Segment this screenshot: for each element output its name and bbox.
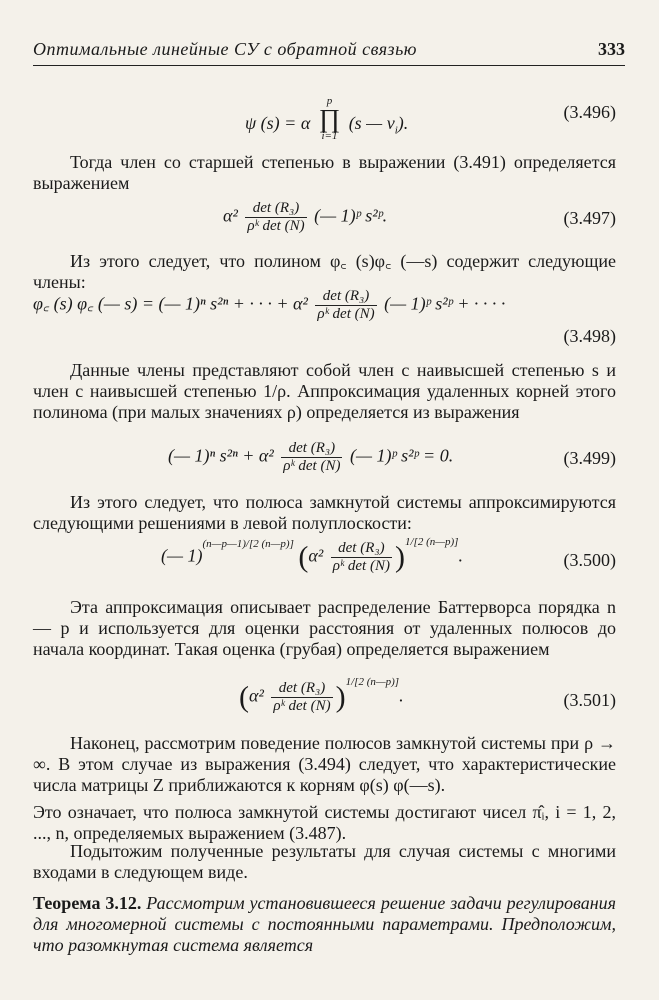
eq498-number: (3.498) (563, 326, 616, 346)
eq500-denominator: ρᵏ det (N) (332, 558, 390, 574)
eq499-pre: (— 1)ⁿ s²ⁿ + α² (168, 445, 274, 466)
right-paren: ) (394, 540, 405, 574)
running-header (33, 39, 625, 66)
equation-3-498 (33, 288, 616, 348)
equation-3-501 (33, 676, 616, 728)
eq496-rhs-end: ). (397, 113, 409, 134)
eq501-number: (3.501) (563, 690, 616, 710)
eq496-rhs: (s — ν (348, 113, 395, 134)
eq501-inner-pre: α² (249, 685, 264, 706)
eq500-inner-pre: α² (308, 545, 324, 566)
page-number: 333 (598, 39, 625, 59)
eq497-denominator: ρᵏ det (N) (247, 218, 305, 234)
product-symbol: ∏ (318, 104, 341, 133)
paragraph-4: Из этого следует, что полюса замкнутой системы аппроксимируются следующими решениями в левой полуплоскости: (33, 492, 616, 533)
eq500-end: . (458, 545, 463, 566)
eq496-prod-lower: i=1 (321, 130, 338, 142)
paragraph-3: Данные члены представляют собой член с наивысшей степенью s и член с наивысшей степенью 1/ρ. Аппроксимация удаленных корней этого полинома (при малых значениях ρ) определяется из выражения (33, 360, 616, 422)
eq500-pre-exponent: (n—p—1)/[2 (n—p)] (202, 537, 294, 550)
paragraph-6: Наконец, рассмотрим поведение полюсов замкнутой системы при ρ → ∞. В этом случае из выражения (3.494) следует, что характеристические числа матрицы Z приближаются к корням φ(s) φ(—s). (33, 733, 616, 795)
eq501-end: . (399, 685, 404, 706)
theorem-3-12 (33, 893, 616, 956)
theorem-text: Рассмотрим установившееся решение задачи регулирования для многомерной системы с постоянными параметрами. Предположим, что разомкнутая система является (33, 893, 616, 955)
eq496-rhs-sub: i (394, 124, 398, 137)
equation-3-499 (33, 440, 616, 480)
right-paren: ) (335, 680, 346, 714)
theorem-label: Теорема 3.12. (33, 893, 142, 913)
eq500-number: (3.500) (563, 550, 616, 570)
paragraph-1: Тогда член со старшей степенью в выражении (3.491) определяется выражением (33, 152, 616, 193)
eq499-post: (— 1)ᵖ s²ᵖ = 0. (349, 445, 454, 466)
eq499-numerator: det (R₃) (281, 440, 342, 458)
eq497-post: (— 1)ᵖ s²ᵖ. (314, 205, 388, 226)
eq501-numerator: det (R₃) (271, 680, 332, 698)
equation-3-497 (33, 200, 616, 240)
eq497-number: (3.497) (563, 208, 616, 228)
eq501-post-exponent: 1/[2 (n—p)] (345, 675, 400, 688)
eq498-denominator: ρᵏ det (N) (317, 306, 375, 322)
equation-3-500 (33, 536, 616, 588)
paragraph-5: Эта аппроксимация описывает распределение Баттерворса порядка n — p и используется для оценки расстояния от удаленных полюсов до начала координат. Такая оценка (грубая) определяется выражением (33, 597, 616, 659)
left-paren: ( (239, 680, 249, 714)
eq497-pre: α² (223, 205, 238, 226)
paragraph-2: Из этого следует, что полином φ꜀ (s)φ꜀ (—s) содержит следующие члены: (33, 251, 616, 292)
running-header-title: Оптимальные линейные СУ с обратной связью (33, 39, 417, 59)
eq501-denominator: ρᵏ det (N) (273, 698, 331, 714)
eq497-numerator: det (R₃) (245, 200, 306, 218)
equation-3-496 (33, 92, 616, 142)
eq499-number: (3.499) (563, 448, 616, 468)
eq498-numerator: det (R₃) (315, 288, 376, 306)
eq498-pre: φ꜀ (s) φ꜀ (— s) = (— 1)ⁿ s²ⁿ + · · · + α² (33, 293, 308, 314)
eq498-post: (— 1)ᵖ s²ᵖ + · · · · (384, 293, 506, 314)
eq499-denominator: ρᵏ det (N) (283, 458, 341, 474)
left-paren: ( (298, 540, 309, 574)
eq500-pre: (— 1) (161, 545, 203, 566)
eq500-post-exponent: 1/[2 (n—p)] (404, 535, 459, 548)
eq496-lhs: ψ (s) = α (245, 113, 311, 134)
paragraph-8: Подытожим полученные результаты для случая системы с многими входами в следующем виде. (33, 841, 616, 882)
eq496-number: (3.496) (563, 102, 616, 122)
paragraph-7: Это означает, что полюса замкнутой системы достигают чисел π̂ᵢ, i = 1, 2, ..., n, определяемых выражением (3.487). (33, 802, 616, 843)
eq496-prod-upper: p (326, 95, 333, 107)
eq500-numerator: det (R₃) (331, 540, 392, 558)
